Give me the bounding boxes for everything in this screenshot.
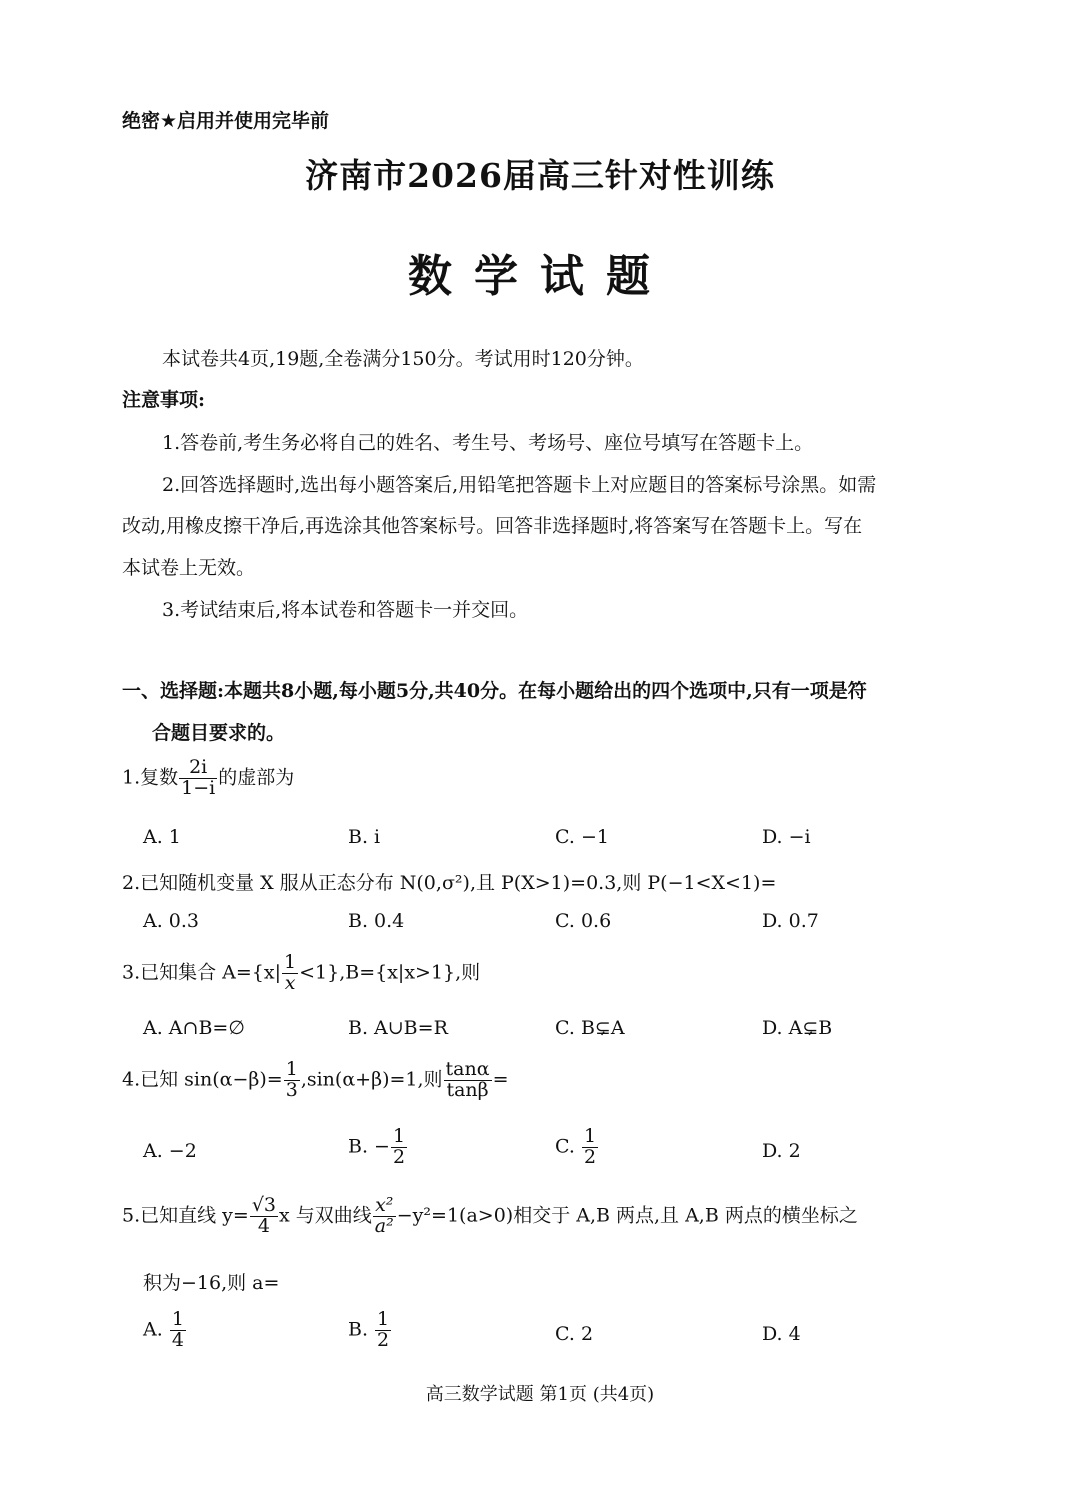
question-1 — [122, 758, 294, 799]
q3-prefix: 3.已知集合 A={x| — [122, 961, 282, 984]
note-item-2-line-3: 本试卷上无效。 — [122, 557, 256, 579]
q3-option-b: B. A∪B=R — [348, 1017, 448, 1039]
q1-suffix: 的虚部为 — [218, 766, 295, 789]
q4-option-b-fraction — [391, 1127, 407, 1168]
q4-denominator-1: 3 — [285, 1078, 298, 1101]
q2-option-a: A. 0.3 — [143, 910, 200, 932]
q4-option-b-denominator: 2 — [392, 1145, 406, 1168]
question-2: 2.已知随机变量 X 服从正态分布 N(0,σ²),且 P(X>1)=0.3,则 P(−1<X<1)= — [122, 872, 777, 894]
intro-text: 本试卷共4页,19题,全卷满分150分。考试用时120分钟。 — [162, 348, 644, 370]
page-footer: 高三数学试题 第1页 (共4页) — [425, 1384, 655, 1405]
q4-option-c-label: C. — [555, 1135, 581, 1158]
q4-option-b-label: B. − — [348, 1135, 390, 1158]
subject-title: 数学试题 — [408, 251, 672, 302]
q3-fraction — [282, 953, 298, 994]
section-1-heading-cont: 合题目要求的。 — [152, 722, 286, 744]
q5-option-b-fraction — [375, 1310, 391, 1351]
q5-denominator-2: a² — [374, 1214, 394, 1237]
q5-option-b-label: B. — [348, 1318, 375, 1341]
q5-prefix: 5.已知直线 y= — [122, 1204, 249, 1227]
q5-denominator-1: 4 — [250, 1216, 278, 1237]
q4-fraction-2 — [444, 1060, 492, 1101]
q5-option-b — [348, 1310, 392, 1351]
note-item-2-line-2: 改动,用橡皮擦干净后,再选涂其他答案标号。回答非选择题时,将答案写在答题卡上。写在 — [122, 515, 863, 537]
question-3 — [122, 953, 480, 994]
q2-option-d: D. 0.7 — [762, 910, 819, 932]
q4-option-b-numerator: 1 — [392, 1125, 406, 1147]
q1-option-d: D. −i — [762, 826, 811, 848]
q1-numerator: 2i — [189, 756, 208, 778]
q5-option-b-denominator: 2 — [377, 1328, 390, 1351]
notes-heading: 注意事项: — [122, 389, 206, 411]
q4-option-c — [555, 1127, 599, 1168]
q4-option-b — [348, 1127, 408, 1168]
question-5 — [122, 1196, 858, 1237]
q1-denominator: 1−i — [181, 776, 216, 799]
q4-middle: ,sin(α+β)=1,则 — [300, 1068, 443, 1091]
q1-option-b: B. i — [348, 826, 381, 848]
q3-option-c: C. B⊊A — [555, 1017, 625, 1039]
q4-denominator-2: tanβ — [444, 1080, 492, 1101]
confidential-label: 绝密★启用并使用完毕前 — [122, 110, 330, 132]
note-item-2-line-1: 2.回答选择题时,选出每小题答案后,用铅笔把答题卡上对应题目的答案标号涂黑。如需 — [162, 474, 877, 496]
q4-numerator-2: tanα — [445, 1058, 490, 1080]
exam-title: 济南市2026届高三针对性训练 — [305, 156, 775, 195]
q4-suffix: = — [492, 1068, 509, 1091]
q4-fraction-1 — [284, 1060, 300, 1101]
q4-option-c-denominator: 2 — [583, 1145, 597, 1168]
q1-option-c: C. −1 — [555, 826, 609, 848]
q3-option-d: D. A⊊B — [762, 1017, 833, 1039]
q5-numerator-1: √3 — [251, 1194, 277, 1216]
q5-numerator-2: x² — [375, 1194, 394, 1216]
q3-option-a: A. A∩B=∅ — [143, 1017, 245, 1039]
q2-option-c: C. 0.6 — [555, 910, 612, 932]
q5-option-b-numerator: 1 — [377, 1308, 390, 1330]
q5-option-a — [143, 1310, 187, 1351]
q3-numerator: 1 — [284, 951, 297, 973]
q1-fraction — [179, 758, 217, 799]
q5-middle-1: x 与双曲线 — [279, 1204, 372, 1227]
question-4 — [122, 1060, 508, 1101]
q4-prefix: 4.已知 sin(α−β)= — [122, 1068, 283, 1091]
q4-option-d: D. 2 — [762, 1140, 801, 1162]
note-item-1: 1.答卷前,考生务必将自己的姓名、考生号、考场号、座位号填写在答题卡上。 — [162, 432, 814, 454]
q5-fraction-1 — [250, 1196, 278, 1237]
q5-option-a-numerator: 1 — [171, 1308, 184, 1330]
question-5-line-2: 积为−16,则 a= — [143, 1272, 280, 1294]
q3-denominator: x — [282, 973, 298, 994]
q5-option-a-denominator: 4 — [171, 1328, 184, 1351]
q2-option-b: B. 0.4 — [348, 910, 405, 932]
q5-option-d: D. 4 — [762, 1323, 801, 1345]
q1-option-a: A. 1 — [143, 826, 181, 848]
note-item-3: 3.考试结束后,将本试卷和答题卡一并交回。 — [162, 599, 529, 621]
q4-numerator-1: 1 — [285, 1058, 298, 1080]
section-1-heading: 一、选择题:本题共8小题,每小题5分,共40分。在每小题给出的四个选项中,只有一项是符 — [122, 680, 867, 702]
q4-option-a: A. −2 — [143, 1140, 197, 1162]
q4-option-c-numerator: 1 — [583, 1125, 597, 1147]
q5-option-a-fraction — [170, 1310, 186, 1351]
q5-option-c: C. 2 — [555, 1323, 594, 1345]
q1-prefix: 1.复数 — [122, 766, 179, 789]
q5-option-a-label: A. — [143, 1318, 169, 1341]
q5-middle-2: −y²=1(a>0)相交于 A,B 两点,且 A,B 两点的横坐标之 — [396, 1204, 858, 1227]
q3-suffix: <1},B={x|x>1},则 — [299, 961, 481, 984]
q5-fraction-2 — [373, 1196, 396, 1237]
q4-option-c-fraction — [582, 1127, 598, 1168]
